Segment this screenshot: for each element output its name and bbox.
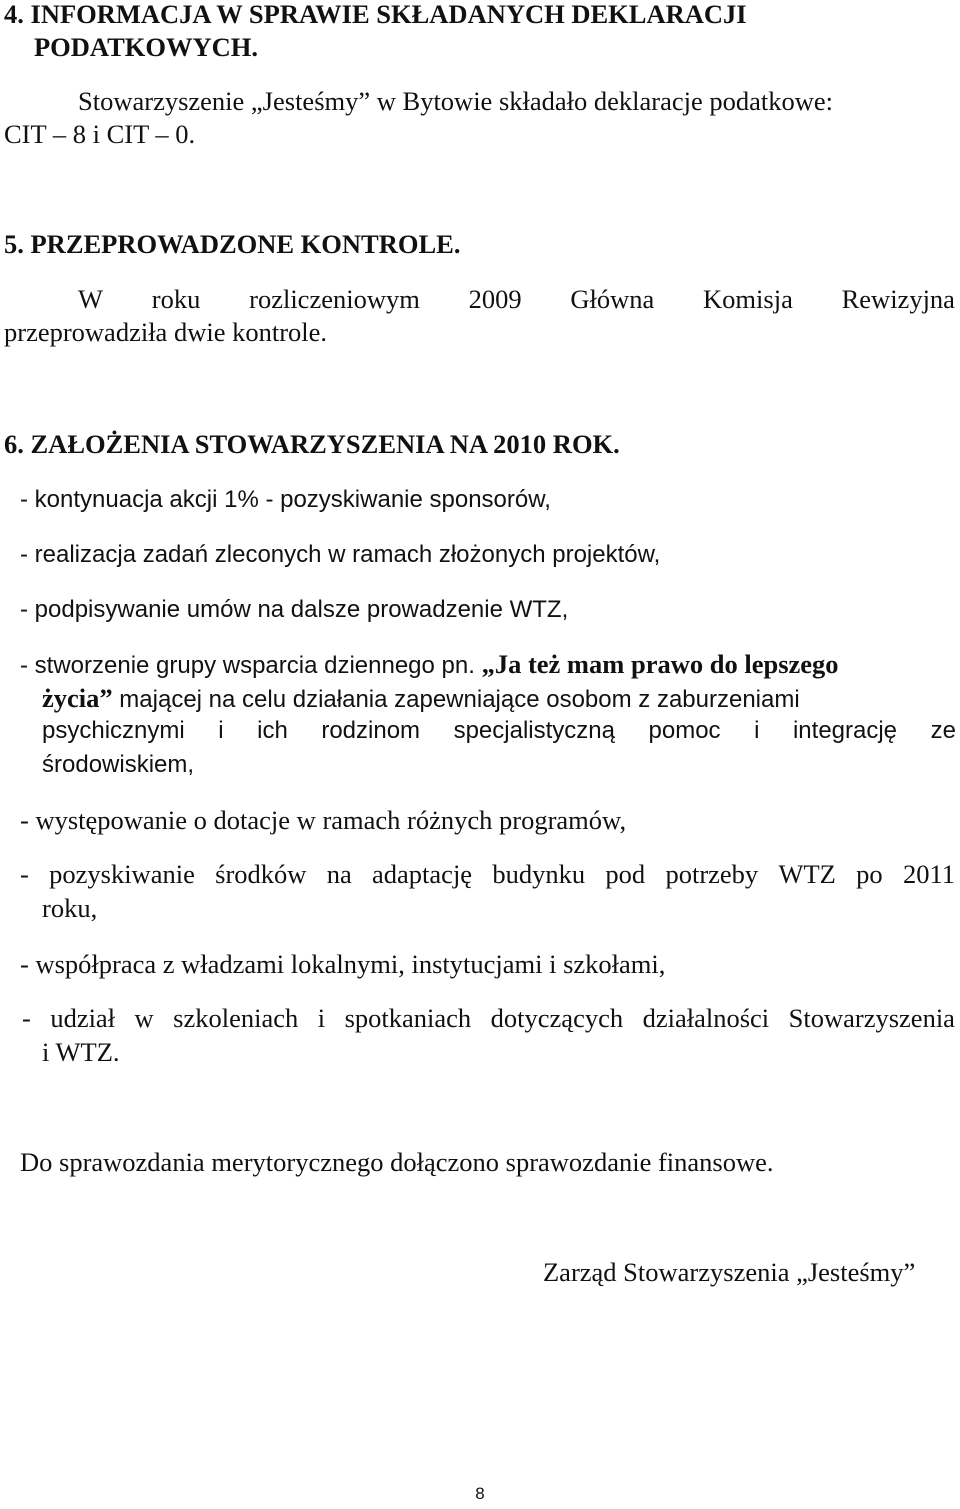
section4-heading-line2: PODATKOWYCH. xyxy=(34,32,259,62)
word: WTZ xyxy=(778,859,836,889)
word: pod xyxy=(605,859,646,889)
word: pozyskiwanie xyxy=(49,859,195,889)
word: budynku xyxy=(492,859,586,889)
word: 2011 xyxy=(902,859,955,889)
section4-paragraph-line2: CIT – 8 i CIT – 0. xyxy=(4,119,196,149)
signature: Zarząd Stowarzyszenia „Jesteśmy” xyxy=(543,1257,916,1287)
word: po xyxy=(856,859,883,889)
closing-statement: Do sprawozdania merytorycznego dołączono sprawozdanie finansowe. xyxy=(20,1147,774,1177)
word: Rewizyjna xyxy=(841,284,955,314)
word: i xyxy=(218,717,224,744)
word: potrzeby xyxy=(665,859,759,889)
word: roku xyxy=(151,284,201,314)
word: dotyczących xyxy=(490,1003,624,1033)
list-item-grants: - występowanie o dotacje w ramach różnych programów, xyxy=(20,805,627,835)
list-item-sponsors: - kontynuacja akcji 1% - pozyskiwanie sponsorów, xyxy=(20,486,551,513)
section5-paragraph-line2: przeprowadziła dwie kontrole. xyxy=(4,317,328,347)
word: rozliczeniowym xyxy=(249,284,420,314)
word: psychicznymi xyxy=(42,717,185,744)
list-item-support-group-line2 xyxy=(42,682,800,716)
list-item-building-funds-line2: roku, xyxy=(42,893,98,923)
word: adaptację xyxy=(372,859,473,889)
word: ich xyxy=(257,717,288,744)
section5-paragraph-line1 xyxy=(78,283,955,315)
section5-heading: 5. PRZEPROWADZONE KONTROLE. xyxy=(4,229,461,259)
word: działalności xyxy=(642,1003,770,1033)
word: środków xyxy=(215,859,307,889)
word: udział xyxy=(50,1003,116,1033)
list-item-projects: - realizacja zadań zleconych w ramach złożonych projektów, xyxy=(20,541,661,568)
word: - xyxy=(20,859,29,889)
word: rodzinom xyxy=(321,717,421,744)
section4-heading-line1: 4. INFORMACJA W SPRAWIE SKŁADANYCH DEKLARACJI xyxy=(4,0,747,29)
list-item-support-group-line4: środowiskiem, xyxy=(42,751,195,778)
page-number: 8 xyxy=(475,1484,485,1503)
list-item-support-group-line1 xyxy=(20,648,839,682)
list-item-trainings-line1 xyxy=(22,1002,955,1034)
word: 2009 xyxy=(468,284,522,314)
word: - xyxy=(22,1003,31,1033)
program-name-quote-end: życia” xyxy=(42,683,113,713)
list-item-support-group-line3 xyxy=(42,715,956,747)
list-item-trainings-line2: i WTZ. xyxy=(42,1037,120,1067)
word: Główna xyxy=(570,284,655,314)
list-item-cooperation: - współpraca z władzami lokalnymi, instytucjami i szkołami, xyxy=(20,949,666,979)
list-item-building-funds-line1 xyxy=(20,858,955,890)
word: na xyxy=(326,859,352,889)
section6-heading: 6. ZAŁOŻENIA STOWARZYSZENIA NA 2010 ROK. xyxy=(4,429,620,459)
section4-paragraph-line1: Stowarzyszenie „Jesteśmy” w Bytowie składało deklaracje podatkowe: xyxy=(78,86,834,116)
word: integrację xyxy=(792,717,898,744)
word: pomoc xyxy=(648,717,721,744)
word: w xyxy=(134,1003,154,1033)
word: ze xyxy=(930,717,956,744)
list-item-lead: - stworzenie grupy wsparcia dziennego pn. xyxy=(20,652,482,679)
word: spotkaniach xyxy=(344,1003,472,1033)
word: Komisja xyxy=(703,284,793,314)
word: specjalistyczną xyxy=(453,717,615,744)
word: i xyxy=(754,717,760,744)
word: i xyxy=(317,1003,326,1033)
word: szkoleniach xyxy=(173,1003,299,1033)
word: W xyxy=(78,284,104,314)
list-item-wtz-contracts: - podpisywanie umów na dalsze prowadzenie WTZ, xyxy=(20,596,569,623)
list-item-text: mającej na celu działania zapewniające osobom z zaburzeniami xyxy=(112,686,800,713)
program-name-quote: „Ja też mam prawo do lepszego xyxy=(481,649,839,679)
word: Stowarzyszenia xyxy=(788,1003,955,1033)
